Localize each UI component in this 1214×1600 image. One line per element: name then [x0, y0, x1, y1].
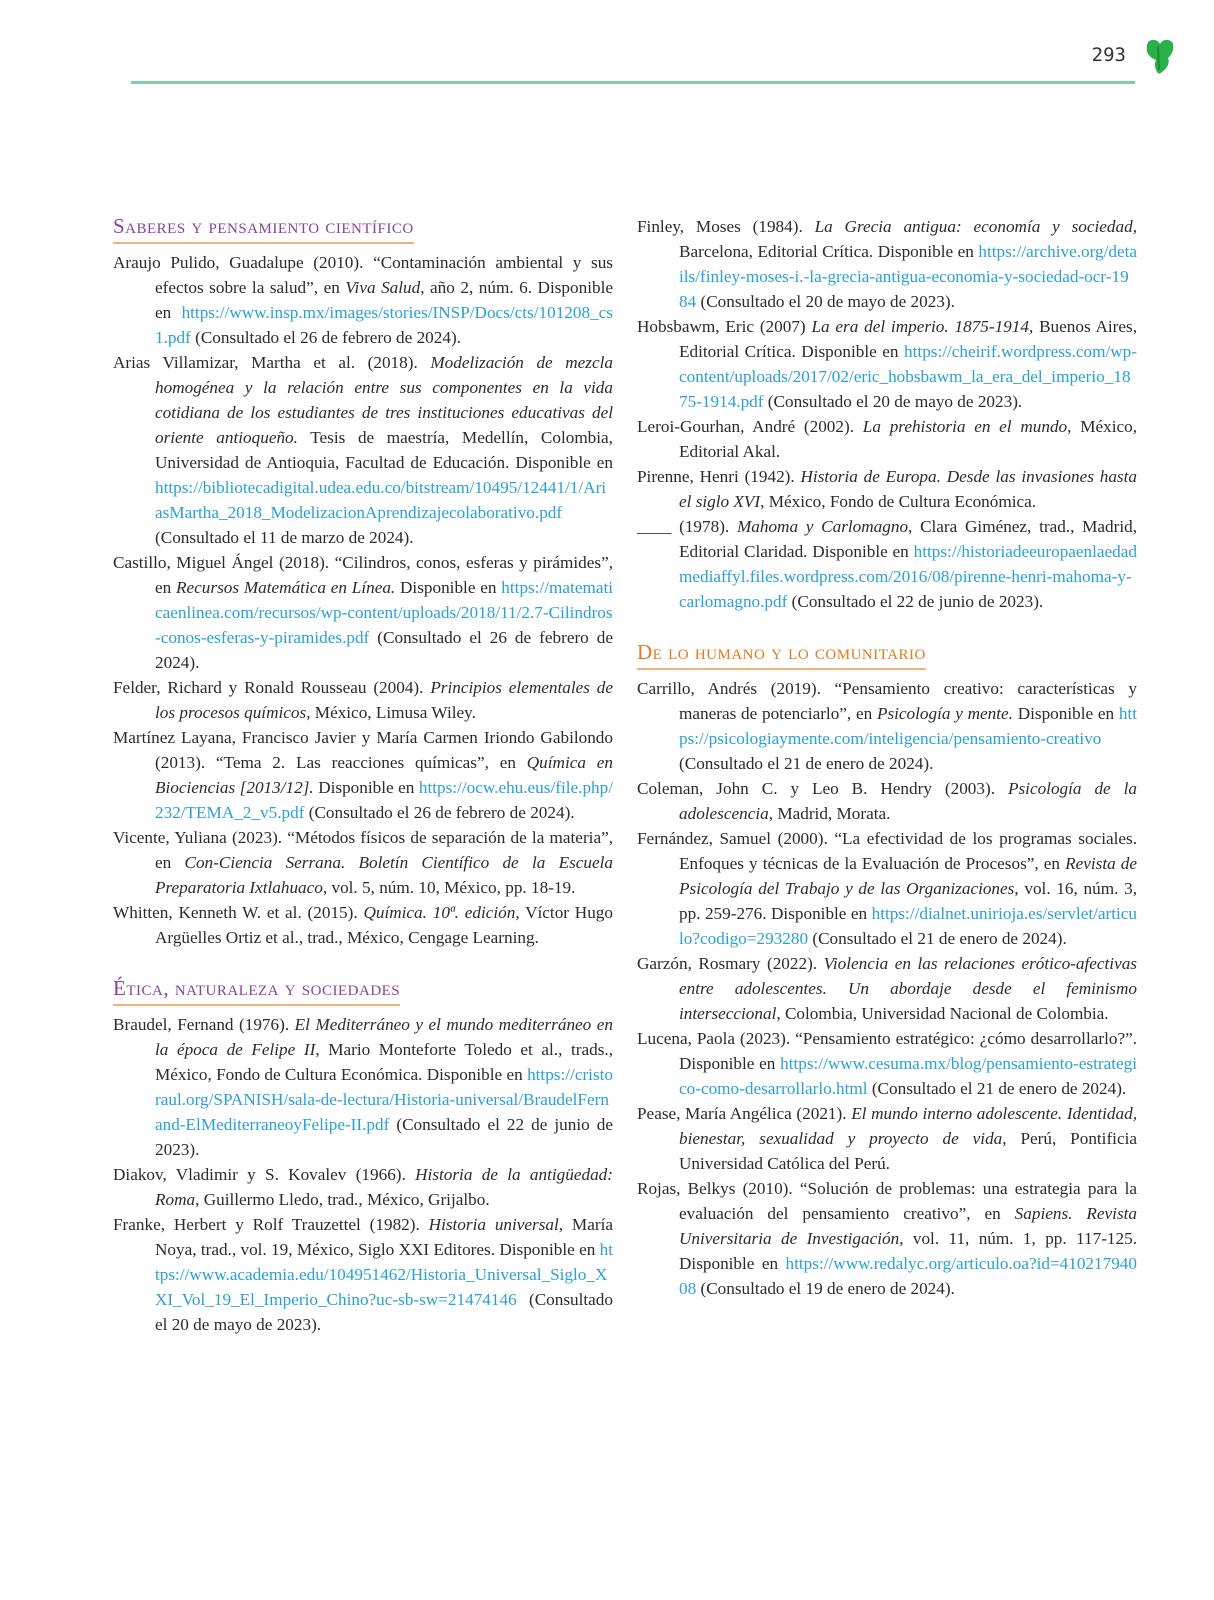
- reference-title: Violencia en las relaciones erótico-afectivas entre adolescentes. Un abordaje desde el feminismo interseccional: [679, 954, 1137, 1023]
- reference-text: (Consultado el 22 de junio de 2023).: [787, 592, 1044, 611]
- reference-text: Finley, Moses (1984).: [637, 217, 815, 236]
- reference-entry: [637, 464, 1137, 514]
- reference-section: [637, 214, 1137, 614]
- reference-text: Víctor Hugo Argüelles Ortiz et al., trad., México, Cengage Learning.: [155, 903, 613, 947]
- reference-text: Castillo, Miguel Ángel (2018). “Cilindros, conos, esferas y pirámides”, en: [113, 553, 613, 597]
- reference-text: Martínez Layana, Francisco Javier y María Carmen Iriondo Gabilondo (2013). “Tema 2. Las reacciones químicas”, en: [113, 728, 613, 772]
- reference-text: , vol. 5, núm. 10, México, pp. 18-19.: [322, 878, 576, 897]
- leaf-icon: [1142, 36, 1176, 76]
- reference-text: (Consultado el 20 de mayo de 2023).: [696, 292, 955, 311]
- reference-text: Rojas, Belkys (2010). “Solución de problemas: una estrategia para la evaluación del pensamiento creativo”, en: [637, 1179, 1137, 1223]
- reference-entry: [637, 826, 1137, 951]
- reference-entry: [637, 314, 1137, 414]
- reference-text: (Consultado el 26 de febrero de 2024).: [304, 803, 575, 822]
- reference-entry: [637, 214, 1137, 314]
- reference-title: Historia universal: [428, 1215, 559, 1234]
- reference-entry: [113, 900, 613, 950]
- reference-title: Química. 10ª. edición,: [363, 903, 520, 922]
- reference-text: (Consultado el 20 de mayo de 2023).: [763, 392, 1023, 411]
- reference-text: , México, Limusa Wiley.: [306, 703, 476, 722]
- reference-text: Braudel, Fernand (1976).: [113, 1015, 295, 1034]
- reference-link[interactable]: https://bibliotecadigital.udea.edu.co/bitstream/10495/12441/1/AriasMartha_2018_ModelizacionAprendizajecolaborativo.pdf: [155, 478, 607, 522]
- reference-text: (Consultado el 26 de febrero de 2024).: [155, 628, 613, 672]
- reference-text: Tesis de maestría, Medellín, Colombia, Universidad de Antioquia, Facultad de Educación. Disponible en: [155, 428, 613, 472]
- reference-section: [637, 640, 1137, 1301]
- reference-title: La prehistoria en el mundo: [862, 417, 1068, 436]
- reference-text: , México, Editorial Akal.: [679, 417, 1137, 461]
- reference-text: , vol. 16, núm. 3, pp. 259-276. Disponible en: [679, 879, 1137, 923]
- reference-entry: [113, 250, 613, 350]
- reference-text: , María Noya, trad., vol. 19, México, Siglo XXI Editores. Disponible en: [155, 1215, 613, 1259]
- reference-title: Con-Ciencia Serrana. Boletín Científico de la Escuela Preparatoria Ixtlahuaco: [155, 853, 613, 897]
- left-column: [113, 214, 613, 1363]
- reference-title: Historia de Europa. Desde las invasiones hasta el siglo XVI: [679, 467, 1137, 511]
- page-number: 293: [1091, 44, 1126, 66]
- reference-entry: [637, 776, 1137, 826]
- reference-text: , Clara Giménez, trad., Madrid, Editorial Claridad. Disponible en: [679, 517, 1138, 561]
- reference-text: (Consultado el 21 de enero de 2024).: [808, 929, 1067, 948]
- reference-title: El mundo interno adolescente. Identidad, bienestar, sexualidad y proyecto de vida: [679, 1104, 1137, 1148]
- reference-text: Pease, María Angélica (2021).: [637, 1104, 852, 1123]
- reference-text: (Consultado el 11 de marzo de 2024).: [155, 528, 414, 547]
- reference-text: ____ (1978).: [637, 517, 737, 536]
- reference-text: (Consultado el 26 de febrero de 2024).: [190, 328, 461, 347]
- section-title: Saberes y pensamiento científico: [113, 214, 414, 244]
- reference-entry: [113, 675, 613, 725]
- reference-text: Franke, Herbert y Rolf Trauzettel (1982).: [113, 1215, 429, 1234]
- reference-link[interactable]: https://ocw.ehu.eus/file.php/232/TEMA_2_v5.pdf: [155, 778, 613, 822]
- right-column: [637, 214, 1137, 1327]
- reference-title: Principios elementales de los procesos químicos: [155, 678, 613, 722]
- reference-text: Fernández, Samuel (2000). “La efectividad de los programas sociales. Enfoques y técnicas de la Evaluación de Procesos”, en: [637, 829, 1137, 873]
- reference-text: Disponible en: [313, 778, 419, 797]
- reference-entry: [637, 1176, 1137, 1301]
- reference-entry: [113, 550, 613, 675]
- reference-link[interactable]: https://matematicaenlinea.com/recursos/wp-content/uploads/2018/11/2.7-Cilindros-conos-esferas-y-piramides.pdf: [155, 578, 613, 647]
- reference-entry: [113, 1012, 613, 1162]
- reference-title: Psicología de la adolescencia: [679, 779, 1138, 823]
- reference-section: [113, 214, 613, 950]
- reference-text: Whitten, Kenneth W. et al. (2015).: [113, 903, 364, 922]
- reference-link[interactable]: https://www.insp.mx/images/stories/INSP/Docs/cts/101208_cs1.pdf: [155, 303, 613, 347]
- reference-link[interactable]: https://archive.org/details/finley-moses-i.-la-grecia-antigua-economia-y-sociedad-ocr-1984: [679, 242, 1137, 311]
- reference-text: (Consultado el 21 de enero de 2024).: [679, 754, 934, 773]
- reference-title: Mahoma y Carlomagno: [736, 517, 909, 536]
- reference-text: , Guillermo Lledo, trad., México, Grijalbo.: [195, 1190, 490, 1209]
- reference-entry: [637, 514, 1137, 614]
- reference-text: Pirenne, Henri (1942).: [637, 467, 801, 486]
- reference-text: , Perú, Pontificia Universidad Católica del Perú.: [679, 1129, 1137, 1173]
- reference-title: Química en Biociencias [2013/12].: [155, 753, 613, 797]
- reference-text: , Buenos Aires, Editorial Crítica. Disponible en: [679, 317, 1138, 361]
- reference-link[interactable]: https://www.redalyc.org/articulo.oa?id=41021794008: [679, 1254, 1137, 1298]
- reference-entry: [113, 725, 613, 825]
- reference-text: , Barcelona, Editorial Crítica. Disponible en: [679, 217, 1138, 261]
- reference-entry: [113, 1212, 613, 1337]
- reference-title: El Mediterráneo y el mundo mediterráneo en la época de Felipe II: [155, 1015, 613, 1059]
- reference-text: , México, Fondo de Cultura Económica.: [760, 492, 1037, 511]
- reference-title: Historia de la antigüedad: Roma: [155, 1165, 613, 1209]
- section-title: De lo humano y lo comunitario: [637, 640, 926, 670]
- reference-text: , Mario Monteforte Toledo et al., trads., México, Fondo de Cultura Económica. Disponible en: [155, 1040, 613, 1084]
- reference-text: Carrillo, Andrés (2019). “Pensamiento creativo: características y maneras de potenciarlo”, en: [637, 679, 1137, 723]
- reference-link[interactable]: https://dialnet.unirioja.es/servlet/articulo?codigo=293280: [679, 904, 1137, 948]
- reference-text: (Consultado el 22 de junio de 2023).: [155, 1115, 613, 1159]
- reference-title: La Grecia antigua: economía y sociedad: [814, 217, 1133, 236]
- reference-text: (Consultado el 20 de mayo de 2023).: [155, 1290, 613, 1334]
- reference-entry: [113, 350, 613, 550]
- reference-text: Coleman, John C. y Leo B. Hendry (2003).: [637, 779, 1008, 798]
- reference-text: (Consultado el 21 de enero de 2024).: [867, 1079, 1127, 1098]
- reference-link[interactable]: https://historiadeeuropaenlaedadmediaffyl.files.wordpress.com/2016/08/pirenne-henri-mahoma-y-carlomagno.pdf: [679, 542, 1137, 611]
- section-title: Ética, naturaleza y sociedades: [113, 976, 400, 1006]
- reference-text: Disponible en: [1012, 704, 1119, 723]
- reference-section: [113, 976, 613, 1337]
- reference-text: Diakov, Vladimir y S. Kovalev (1966).: [113, 1165, 416, 1184]
- reference-entry: [637, 414, 1137, 464]
- reference-title: La era del imperio. 1875-1914: [811, 317, 1029, 336]
- reference-text: , año 2, núm. 6. Disponible en: [155, 278, 613, 322]
- reference-entry: [637, 1026, 1137, 1101]
- reference-text: Araujo Pulido, Guadalupe (2010). “Contaminación ambiental y sus efectos sobre la salud”, en: [113, 253, 613, 297]
- reference-link[interactable]: https://www.academia.edu/104951462/Historia_Universal_Siglo_XXI_Vol_19_El_Imperio_Chino?uc-sb-sw=21474146: [155, 1240, 613, 1309]
- reference-text: , Madrid, Morata.: [768, 804, 891, 823]
- header-rule: [131, 81, 1135, 84]
- reference-entry: [637, 951, 1137, 1026]
- reference-link[interactable]: https://psicologiaymente.com/inteligencia/pensamiento-creativo: [679, 704, 1137, 748]
- reference-link[interactable]: https://www.cesuma.mx/blog/pensamiento-estrategico-como-desarrollarlo.html: [679, 1054, 1137, 1098]
- reference-title: Revista de Psicología del Trabajo y de las Organizaciones: [679, 854, 1137, 898]
- reference-text: Vicente, Yuliana (2023). “Métodos físicos de separación de la materia”, en: [113, 828, 613, 872]
- reference-link[interactable]: https://cristoraul.org/SPANISH/sala-de-lectura/Historia-universal/BraudelFernand-ElMediterraneoyFelipe-II.pdf: [155, 1065, 613, 1134]
- reference-title: Viva Salud: [345, 278, 421, 297]
- reference-entry: [637, 676, 1137, 776]
- reference-title: Modelización de mezcla homogénea y la relación entre sus componentes en la vida cotidiana de los estudiantes de tres instituciones educativas del oriente antioqueño.: [155, 353, 613, 447]
- reference-title: Recursos Matemática en Línea.: [176, 578, 396, 597]
- reference-text: Garzón, Rosmary (2022).: [637, 954, 824, 973]
- reference-text: (Consultado el 19 de enero de 2024).: [696, 1279, 955, 1298]
- reference-text: Leroi-Gourhan, André (2002).: [637, 417, 863, 436]
- reference-text: Felder, Richard y Ronald Rousseau (2004).: [113, 678, 431, 697]
- reference-text: , Colombia, Universidad Nacional de Colombia.: [776, 1004, 1109, 1023]
- reference-entry: [113, 1162, 613, 1212]
- reference-entry: [113, 825, 613, 900]
- reference-text: Disponible en: [395, 578, 502, 597]
- reference-text: Arias Villamizar, Martha et al. (2018).: [113, 353, 431, 372]
- reference-link[interactable]: https://cheirif.wordpress.com/wp-content/uploads/2017/02/eric_hobsbawm_la_era_del_imperio_1875-1914.pdf: [679, 342, 1137, 411]
- reference-title: Psicología y mente.: [876, 704, 1013, 723]
- reference-text: Hobsbawm, Eric (2007): [637, 317, 812, 336]
- reference-text: , vol. 11, núm. 1, pp. 117-125. Disponible en: [679, 1229, 1138, 1273]
- reference-text: Lucena, Paola (2023). “Pensamiento estratégico: ¿cómo desarrollarlo?”. Disponible en: [637, 1029, 1137, 1073]
- reference-entry: [637, 1101, 1137, 1176]
- reference-title: Sapiens. Revista Universitaria de Investigación: [679, 1204, 1137, 1248]
